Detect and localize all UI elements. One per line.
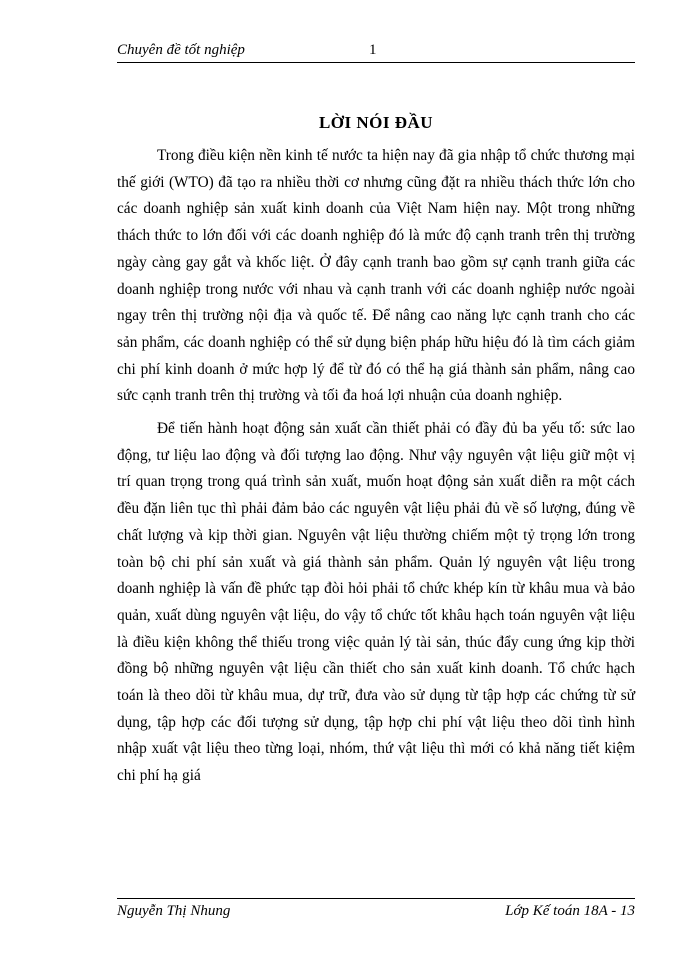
footer-divider (117, 898, 635, 899)
footer-author: Nguyễn Thị Nhung (117, 903, 231, 919)
paragraph-1: Trong điều kiện nền kinh tế nước ta hiện nay đã gia nhập tổ chức thương mại thế giới (WTO) đã tạo ra nhiều thời cơ nhưng cũng đặt ra nhiều thách thức lớn cho các doanh nghiệp sản xuất kinh doanh của Việt Nam hiện nay. Một trong những thách thức to lớn đối với các doanh nghiệp đó là mức độ cạnh tranh trên thị trường ngày càng gay gắt và khốc liệt. Ở đây cạnh tranh bao gồm sự cạnh tranh giữa các doanh nghiệp trong nước với nhau và cạnh tranh với các doanh nghiệp nước ngoài ngay trên thị trường nội địa và quốc tế. Để nâng cao năng lực cạnh tranh cho các sản phẩm, các doanh nghiệp có thể sử dụng biện pháp hữu hiệu đó là tìm cách giảm chi phí kinh doanh ở mức hợp lý để từ đó có thể hạ giá thành sản phẩm, nâng cao sức cạnh tranh trên thị trường và tối đa hoá lợi nhuận của doanh nghiệp. (117, 147, 635, 405)
section-heading: LỜI NÓI ĐẦU (318, 113, 434, 132)
paragraph-2: Để tiến hành hoạt động sản xuất cần thiết phải có đầy đủ ba yếu tố: sức lao động, tư liệu lao động và đối tượng lao động. Như vậy nguyên vật liệu giữ một vị trí quan trọng trong quá trình sản xuất, muốn hoạt động sản xuất diễn ra một cách đều đặn liên tục thì phải đảm bảo các nguyên vật liệu phải đủ về số lượng, đúng về chất lượng và kịp thời gian. Nguyên vật liệu thường chiếm một tỷ trọng lớn trong toàn bộ chi phí sản xuất và giá thành sản phẩm. Quản lý nguyên vật liệu trong doanh nghiệp là vấn đề phức tạp đòi hỏi phải tổ chức khép kín từ khâu mua và bảo quản, xuất dùng nguyên vật liệu, do vậy tổ chức tốt khâu hạch toán nguyên vật liệu là điều kiện không thể thiếu trong việc quản lý tài sản, thúc đẩy cung ứng kịp thời đồng bộ những nguyên vật liệu cần thiết cho sản xuất kinh doanh. Tổ chức hạch toán là theo dõi từ khâu mua, dự trữ, đưa vào sử dụng từ tập hợp các chứng từ sử dụng, tập hợp các đối tượng sử dụng, tập hợp chi phí vật liệu theo dõi tình hình nhập xuất vật liệu theo từng loại, nhóm, thứ vật liệu thì mới có khả năng tiết kiệm chi phí hạ giá (117, 420, 635, 785)
page-number: 1 (369, 42, 377, 58)
page-footer (117, 898, 635, 928)
header-title: Chuyên đề tốt nghiệp (117, 42, 245, 58)
page-header (117, 40, 635, 64)
header-divider (117, 62, 635, 63)
document-body (117, 143, 635, 795)
footer-class-label: Lớp Kế toán 18A - 13 (505, 903, 635, 919)
